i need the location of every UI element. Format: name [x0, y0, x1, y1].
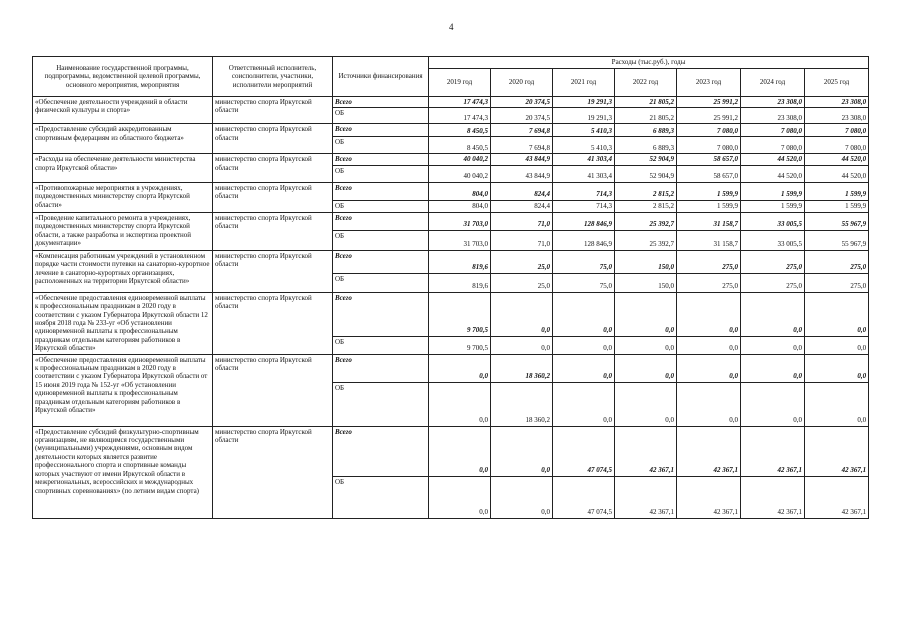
header-expenses: Расходы (тыс.руб.), годы	[429, 57, 869, 69]
executor-cell: министерство спорта Иркутской области	[213, 154, 333, 182]
ob-value-cell: 0,0	[429, 476, 491, 518]
table-row	[33, 250, 869, 273]
ob-value-cell: 0,0	[491, 336, 553, 354]
total-value-cell: 0,0	[491, 426, 553, 476]
total-value-cell: 44 520,0	[805, 154, 869, 165]
ob-value-cell: 55 967,9	[805, 230, 869, 250]
table-row	[33, 292, 869, 336]
source-total-label: Всего	[333, 354, 429, 382]
executor-cell: министерство спорта Иркутской области	[213, 292, 333, 354]
total-value-cell: 75,0	[553, 250, 615, 273]
total-value-cell: 7 080,0	[805, 124, 869, 137]
source-total-label: Всего	[333, 212, 429, 230]
total-value-cell: 18 360,2	[491, 354, 553, 382]
source-ob-label: ОБ	[333, 476, 429, 518]
total-value-cell: 55 967,9	[805, 212, 869, 230]
source-total-label: Всего	[333, 154, 429, 165]
program-name-cell: «Обеспечение предоставления единовременной выплаты к профессиональным праздникам в 2020 году в соответствии с указом Губернатора Иркутской области 12 ноября 2018 года № 233-уг «Об установлении единовременной выплаты к профессиональным праздникам отдельным категориям работников в Иркутской области»	[33, 292, 213, 354]
total-value-cell: 2 815,2	[615, 182, 677, 200]
ob-value-cell: 150,0	[615, 273, 677, 292]
total-value-cell: 0,0	[677, 354, 741, 382]
total-value-cell: 0,0	[677, 292, 741, 336]
ob-value-cell: 25,0	[491, 273, 553, 292]
total-value-cell: 1 599,9	[741, 182, 805, 200]
total-value-cell: 150,0	[615, 250, 677, 273]
total-value-cell: 5 410,3	[553, 124, 615, 137]
total-value-cell: 43 844,9	[491, 154, 553, 165]
total-value-cell: 0,0	[805, 354, 869, 382]
ob-value-cell: 1 599,9	[741, 200, 805, 212]
ob-value-cell: 0,0	[429, 382, 491, 426]
total-value-cell: 275,0	[677, 250, 741, 273]
total-value-cell: 128 846,9	[553, 212, 615, 230]
ob-value-cell: 52 904,9	[615, 165, 677, 182]
total-value-cell: 275,0	[805, 250, 869, 273]
ob-value-cell: 819,6	[429, 273, 491, 292]
year-header: 2021 год	[553, 69, 615, 97]
total-value-cell: 0,0	[805, 292, 869, 336]
executor-cell: министерство спорта Иркутской области	[213, 97, 333, 124]
total-value-cell: 1 599,9	[805, 182, 869, 200]
program-name-cell: «Компенсация работникам учреждений в установленном порядке части стоимости путевки на санаторно-курортное лечение в санаторно-курортных организациях, расположенных на территории Иркутской области»	[33, 250, 213, 292]
source-ob-label: ОБ	[333, 273, 429, 292]
total-value-cell: 819,6	[429, 250, 491, 273]
source-total-label: Всего	[333, 250, 429, 273]
ob-value-cell: 42 367,1	[677, 476, 741, 518]
executor-cell: министерство спорта Иркутской области	[213, 212, 333, 250]
ob-value-cell: 7 080,0	[805, 137, 869, 154]
total-value-cell: 31 158,7	[677, 212, 741, 230]
ob-value-cell: 31 703,0	[429, 230, 491, 250]
ob-value-cell: 5 410,3	[553, 137, 615, 154]
ob-value-cell: 7 080,0	[677, 137, 741, 154]
ob-value-cell: 0,0	[741, 382, 805, 426]
ob-value-cell: 23 308,0	[741, 108, 805, 124]
year-header: 2020 год	[491, 69, 553, 97]
table-row	[33, 212, 869, 230]
ob-value-cell: 2 815,2	[615, 200, 677, 212]
ob-value-cell: 0,0	[805, 336, 869, 354]
executor-cell: министерство спорта Иркутской области	[213, 182, 333, 212]
total-value-cell: 0,0	[553, 292, 615, 336]
source-ob-label: ОБ	[333, 230, 429, 250]
ob-value-cell: 42 367,1	[805, 476, 869, 518]
total-value-cell: 0,0	[429, 426, 491, 476]
total-value-cell: 20 374,5	[491, 97, 553, 108]
ob-value-cell: 71,0	[491, 230, 553, 250]
ob-value-cell: 275,0	[741, 273, 805, 292]
table-row	[33, 154, 869, 165]
total-value-cell: 714,3	[553, 182, 615, 200]
ob-value-cell: 275,0	[805, 273, 869, 292]
total-value-cell: 0,0	[429, 354, 491, 382]
ob-value-cell: 0,0	[615, 336, 677, 354]
ob-value-cell: 25 392,7	[615, 230, 677, 250]
total-value-cell: 804,0	[429, 182, 491, 200]
total-value-cell: 0,0	[491, 292, 553, 336]
year-header: 2022 год	[615, 69, 677, 97]
ob-value-cell: 0,0	[741, 336, 805, 354]
ob-value-cell: 43 844,9	[491, 165, 553, 182]
ob-value-cell: 824,4	[491, 200, 553, 212]
ob-value-cell: 23 308,0	[805, 108, 869, 124]
ob-value-cell: 44 520,0	[805, 165, 869, 182]
total-value-cell: 33 005,5	[741, 212, 805, 230]
total-value-cell: 824,4	[491, 182, 553, 200]
table-row	[33, 182, 869, 200]
total-value-cell: 7 080,0	[677, 124, 741, 137]
ob-value-cell: 47 074,5	[553, 476, 615, 518]
total-value-cell: 40 040,2	[429, 154, 491, 165]
source-ob-label: ОБ	[333, 108, 429, 124]
header-source: Источники финансирования	[333, 57, 429, 97]
total-value-cell: 0,0	[741, 292, 805, 336]
total-value-cell: 31 703,0	[429, 212, 491, 230]
ob-value-cell: 18 360,2	[491, 382, 553, 426]
total-value-cell: 17 474,3	[429, 97, 491, 108]
source-ob-label: ОБ	[333, 336, 429, 354]
program-name-cell: «Предоставление субсидий аккредитованным спортивным федерациям из областного бюджета»	[33, 124, 213, 154]
source-ob-label: ОБ	[333, 382, 429, 426]
total-value-cell: 52 904,9	[615, 154, 677, 165]
total-value-cell: 42 367,1	[741, 426, 805, 476]
ob-value-cell: 44 520,0	[741, 165, 805, 182]
ob-value-cell: 7 080,0	[741, 137, 805, 154]
ob-value-cell: 17 474,3	[429, 108, 491, 124]
program-name-cell: «Противопожарные мероприятия в учреждениях, подведомственных министерству спорта Иркутской области»	[33, 182, 213, 212]
executor-cell: министерство спорта Иркутской области	[213, 426, 333, 518]
ob-value-cell: 33 005,5	[741, 230, 805, 250]
year-header: 2019 год	[429, 69, 491, 97]
ob-value-cell: 42 367,1	[615, 476, 677, 518]
program-name-cell: «Обеспечение предоставления единовременной выплаты к профессиональным праздникам в 2020 году в соответствии с указом Губернатора Иркутской области от 15 июня 2019 года № 152-уг «Об установлении единовременной выплаты к профессиональным праздникам отдельным категориям работников в Иркутской области»	[33, 354, 213, 426]
table-row	[33, 97, 869, 108]
program-name-cell: «Обеспечение деятельности учреждений в области физической культуры и спорта»	[33, 97, 213, 124]
table-row	[33, 426, 869, 476]
ob-value-cell: 1 599,9	[805, 200, 869, 212]
ob-value-cell: 20 374,5	[491, 108, 553, 124]
header-executor: Ответственный исполнитель, соисполнители, участники, исполнители мероприятий	[213, 57, 333, 97]
source-ob-label: ОБ	[333, 165, 429, 182]
ob-value-cell: 58 657,0	[677, 165, 741, 182]
total-value-cell: 1 599,9	[677, 182, 741, 200]
ob-value-cell: 25 991,2	[677, 108, 741, 124]
total-value-cell: 44 520,0	[741, 154, 805, 165]
ob-value-cell: 19 291,3	[553, 108, 615, 124]
ob-value-cell: 8 450,5	[429, 137, 491, 154]
total-value-cell: 7 694,8	[491, 124, 553, 137]
source-ob-label: ОБ	[333, 200, 429, 212]
total-value-cell: 0,0	[553, 354, 615, 382]
ob-value-cell: 21 805,2	[615, 108, 677, 124]
total-value-cell: 7 080,0	[741, 124, 805, 137]
year-header: 2023 год	[677, 69, 741, 97]
page-number: 4	[449, 22, 454, 32]
ob-value-cell: 804,0	[429, 200, 491, 212]
ob-value-cell: 0,0	[677, 336, 741, 354]
program-name-cell: «Предоставление субсидий физкультурно-спортивным организациям, не являющимся государственными (муниципальными) учреждениями, основным видом деятельности которых является развитие профессионального спорта и спортивные команды которых участвуют от имени Иркутской области в межрегиональных, всероссийских и международных спортивных соревнованиях» (по летним видам спорта)	[33, 426, 213, 518]
program-name-cell: «Проведение капитального ремонта в учреждениях, подведомственных министерству спорта Иркутской области, а также разработка и экспертиза проектной документации»	[33, 212, 213, 250]
ob-value-cell: 0,0	[677, 382, 741, 426]
ob-value-cell: 6 889,3	[615, 137, 677, 154]
executor-cell: министерство спорта Иркутской области	[213, 354, 333, 426]
total-value-cell: 0,0	[615, 292, 677, 336]
budget-table	[32, 56, 869, 519]
total-value-cell: 58 657,0	[677, 154, 741, 165]
ob-value-cell: 0,0	[553, 336, 615, 354]
table-row	[33, 354, 869, 382]
total-value-cell: 21 805,2	[615, 97, 677, 108]
total-value-cell: 25,0	[491, 250, 553, 273]
ob-value-cell: 31 158,7	[677, 230, 741, 250]
total-value-cell: 6 889,3	[615, 124, 677, 137]
source-total-label: Всего	[333, 124, 429, 137]
total-value-cell: 19 291,3	[553, 97, 615, 108]
ob-value-cell: 42 367,1	[741, 476, 805, 518]
source-total-label: Всего	[333, 292, 429, 336]
source-total-label: Всего	[333, 182, 429, 200]
source-total-label: Всего	[333, 97, 429, 108]
ob-value-cell: 275,0	[677, 273, 741, 292]
total-value-cell: 42 367,1	[615, 426, 677, 476]
ob-value-cell: 40 040,2	[429, 165, 491, 182]
year-header: 2025 год	[805, 69, 869, 97]
ob-value-cell: 41 303,4	[553, 165, 615, 182]
total-value-cell: 41 303,4	[553, 154, 615, 165]
executor-cell: министерство спорта Иркутской области	[213, 124, 333, 154]
ob-value-cell: 75,0	[553, 273, 615, 292]
total-value-cell: 25 991,2	[677, 97, 741, 108]
source-ob-label: ОБ	[333, 137, 429, 154]
ob-value-cell: 1 599,9	[677, 200, 741, 212]
total-value-cell: 71,0	[491, 212, 553, 230]
header-name: Наименование государственной программы, подпрограммы, ведомственной целевой программы, основного мероприятия, мероприятия	[33, 57, 213, 97]
ob-value-cell: 0,0	[615, 382, 677, 426]
ob-value-cell: 128 846,9	[553, 230, 615, 250]
table-row	[33, 124, 869, 137]
ob-value-cell: 0,0	[491, 476, 553, 518]
total-value-cell: 275,0	[741, 250, 805, 273]
total-value-cell: 8 450,5	[429, 124, 491, 137]
total-value-cell: 47 074,5	[553, 426, 615, 476]
ob-value-cell: 7 694,8	[491, 137, 553, 154]
total-value-cell: 0,0	[615, 354, 677, 382]
ob-value-cell: 714,3	[553, 200, 615, 212]
total-value-cell: 42 367,1	[805, 426, 869, 476]
program-name-cell: «Расходы на обеспечение деятельности министерства спорта Иркутской области»	[33, 154, 213, 182]
total-value-cell: 0,0	[741, 354, 805, 382]
total-value-cell: 23 308,0	[805, 97, 869, 108]
year-header: 2024 год	[741, 69, 805, 97]
executor-cell: министерство спорта Иркутской области	[213, 250, 333, 292]
total-value-cell: 42 367,1	[677, 426, 741, 476]
total-value-cell: 23 308,0	[741, 97, 805, 108]
ob-value-cell: 0,0	[553, 382, 615, 426]
total-value-cell: 9 700,5	[429, 292, 491, 336]
total-value-cell: 25 392,7	[615, 212, 677, 230]
ob-value-cell: 9 700,5	[429, 336, 491, 354]
ob-value-cell: 0,0	[805, 382, 869, 426]
source-total-label: Всего	[333, 426, 429, 476]
